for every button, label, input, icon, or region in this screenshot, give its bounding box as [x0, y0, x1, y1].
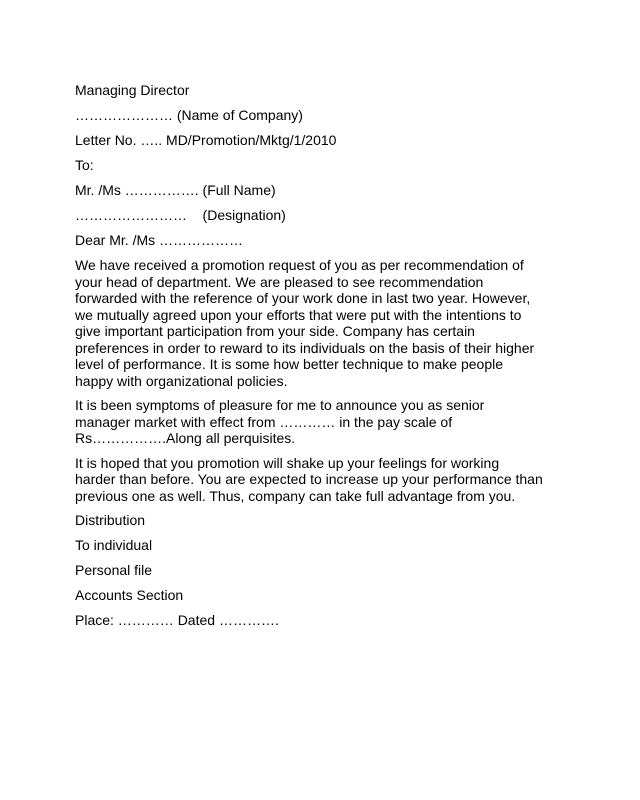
paragraph-line: we mutually agreed upon your efforts that were put with the intentions to	[75, 306, 522, 323]
to-label: To:	[75, 157, 94, 173]
company-name: ………………… (Name of Company)	[75, 107, 303, 123]
paragraph-line: It is been symptoms of pleasure for me to announce you as senior	[75, 397, 485, 413]
recipient-designation: …………………… (Designation)	[75, 207, 286, 223]
paragraph-line: happy with organizational policies.	[75, 372, 288, 389]
place-dated: Place: ………… Dated ………….	[75, 612, 279, 628]
paragraph-line: manager market with effect from ………… in the pay scale of	[75, 413, 453, 430]
paragraph-line: preferences in order to reward to its individuals on the basis of their higher	[75, 339, 535, 356]
paragraph-line: your head of department. We are pleased to see recommendation	[75, 273, 484, 290]
recipient-full-name: Mr. /Ms ……………. (Full Name)	[75, 182, 276, 198]
paragraph-line: forwarded with the reference of your work done in last two year. However,	[75, 290, 531, 306]
body-paragraph-3	[75, 455, 575, 505]
distribution-accounts-section: Accounts Section	[75, 587, 184, 603]
letter-page	[75, 82, 575, 637]
paragraph-line: We have received a promotion request of you as per recommendation of	[75, 257, 524, 273]
distribution-heading: Distribution	[75, 512, 146, 528]
body-paragraph-1	[75, 257, 575, 389]
paragraph-line: give important participation from your side. Company has certain	[75, 323, 475, 339]
salutation: Dear Mr. /Ms ………………	[75, 232, 244, 248]
paragraph-line: previous one as well. Thus, company can take full advantage from you.	[75, 487, 516, 504]
distribution-to-individual: To individual	[75, 537, 153, 553]
recipient-title: Managing Director	[75, 82, 190, 98]
paragraph-line: harder than before. You are expected to increase up your performance than	[75, 471, 543, 487]
distribution-personal-file: Personal file	[75, 562, 153, 578]
paragraph-line: Rs…………….Along all perquisites.	[75, 430, 296, 446]
paragraph-line: level of performance. It is some how better technique to make people	[75, 356, 504, 372]
body-paragraph-2	[75, 397, 575, 447]
paragraph-line: It is hoped that you promotion will shake up your feelings for working	[75, 454, 500, 471]
letter-number: Letter No. ….. MD/Promotion/Mktg/1/2010	[75, 132, 337, 148]
